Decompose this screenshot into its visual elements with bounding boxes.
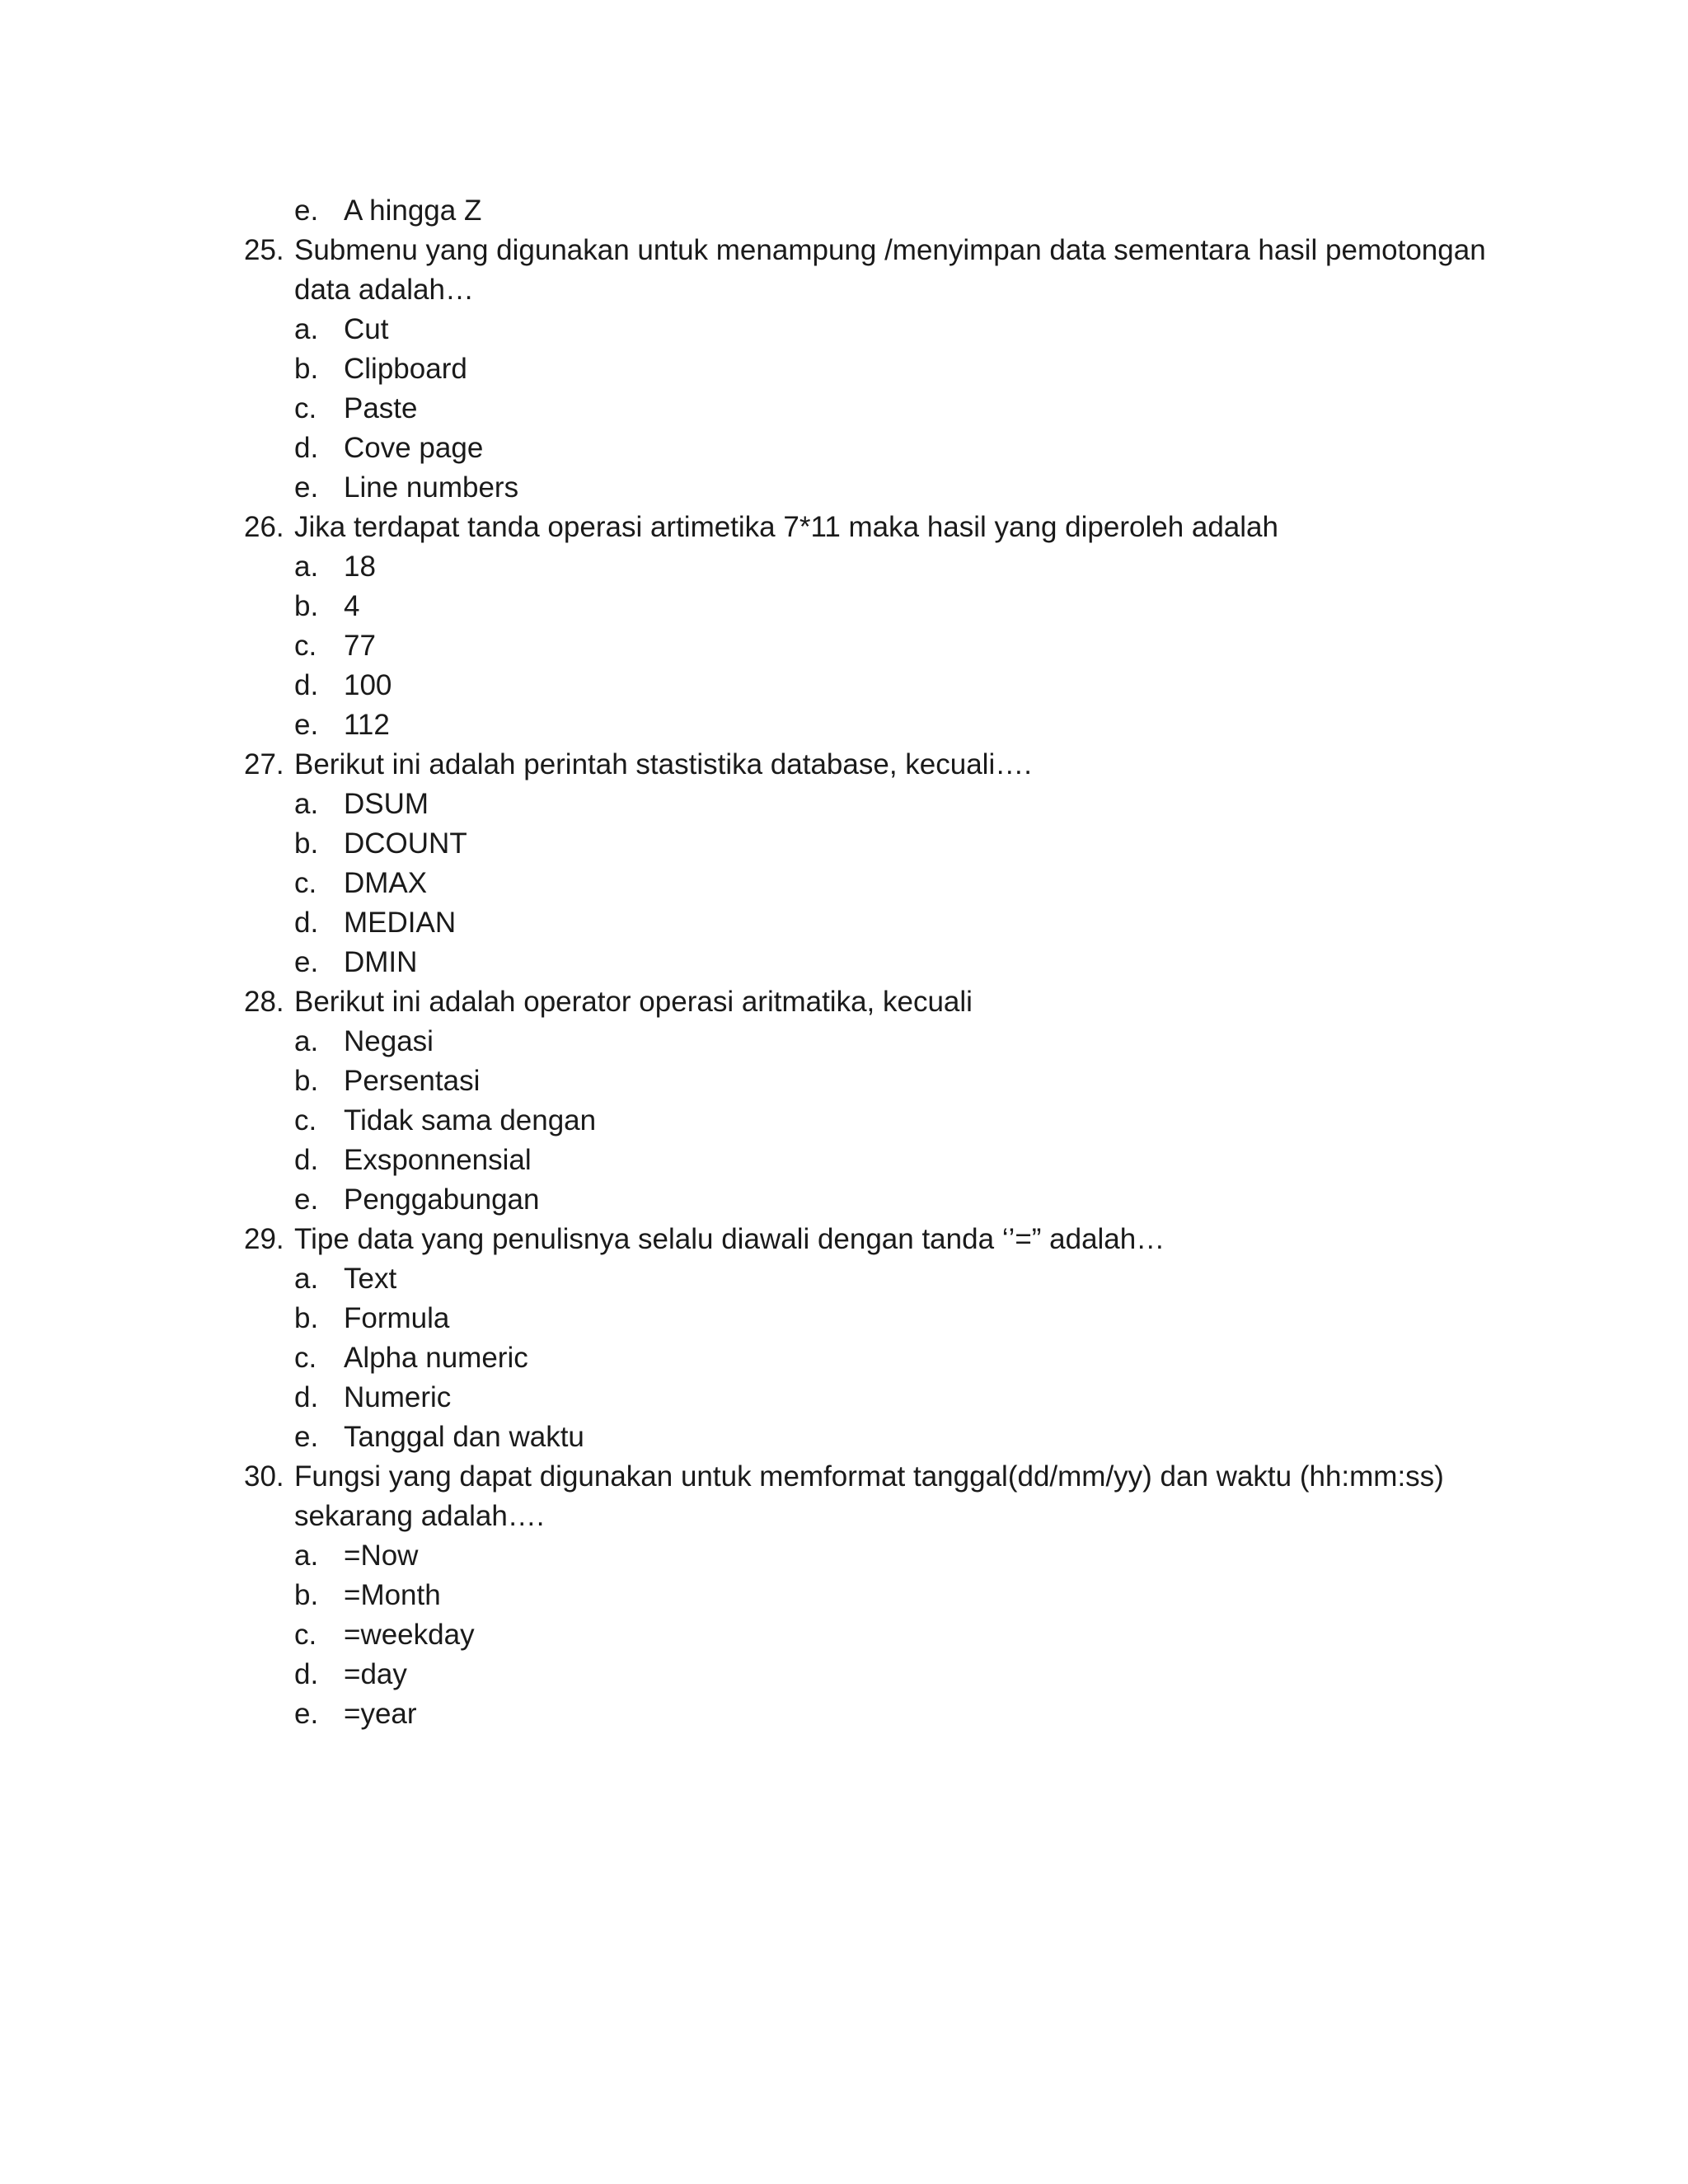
question-number: 27. bbox=[244, 748, 284, 780]
option-line bbox=[0, 429, 1688, 468]
option-line bbox=[0, 626, 1688, 666]
option-letter: d. bbox=[294, 1144, 319, 1176]
option-line bbox=[0, 1141, 1688, 1180]
option-text: Cut bbox=[344, 313, 389, 345]
question-number: 26. bbox=[244, 511, 284, 543]
option-text: 18 bbox=[344, 551, 376, 583]
option-text: Penggabungan bbox=[344, 1183, 540, 1216]
question-text: data adalah… bbox=[294, 274, 474, 306]
option-text: Paste bbox=[344, 392, 418, 424]
option-text: =weekday bbox=[344, 1619, 475, 1651]
option-line bbox=[0, 1180, 1688, 1220]
question-27 bbox=[0, 745, 1688, 785]
option-letter: e. bbox=[294, 709, 319, 741]
option-line bbox=[0, 666, 1688, 705]
option-line bbox=[0, 824, 1688, 864]
option-text: 100 bbox=[344, 669, 392, 701]
option-line bbox=[0, 1576, 1688, 1615]
option-text: DCOUNT bbox=[344, 827, 467, 860]
question-number: 29. bbox=[244, 1223, 284, 1255]
option-text: Tanggal dan waktu bbox=[344, 1421, 584, 1453]
option-text: Text bbox=[344, 1263, 397, 1295]
option-line bbox=[0, 1101, 1688, 1141]
option-line bbox=[0, 1259, 1688, 1299]
option-letter: d. bbox=[294, 1381, 319, 1413]
option-line bbox=[0, 903, 1688, 943]
option-letter: c. bbox=[294, 630, 317, 662]
option-text: A hingga Z bbox=[344, 194, 482, 227]
option-text: Persentasi bbox=[344, 1065, 481, 1097]
option-line bbox=[0, 310, 1688, 349]
option-letter: b. bbox=[294, 590, 319, 622]
option-letter: e. bbox=[294, 471, 319, 504]
option-letter: b. bbox=[294, 1065, 319, 1097]
option-letter: e. bbox=[294, 1698, 319, 1730]
question-text: Tipe data yang penulisnya selalu diawali dengan tanda ‘’=” adalah… bbox=[294, 1223, 1165, 1255]
question-28 bbox=[0, 982, 1688, 1022]
option-letter: d. bbox=[294, 669, 319, 701]
option-text: 112 bbox=[344, 709, 390, 741]
option-line bbox=[0, 547, 1688, 587]
option-line bbox=[0, 587, 1688, 626]
option-text: DMAX bbox=[344, 867, 428, 899]
option-line bbox=[0, 705, 1688, 745]
option-letter: e. bbox=[294, 946, 319, 978]
option-letter: d. bbox=[294, 907, 319, 939]
option-text: =Month bbox=[344, 1579, 441, 1611]
option-text: =year bbox=[344, 1698, 417, 1730]
question-text: Submenu yang digunakan untuk menampung /menyimpan data sementara hasil pemotongan bbox=[294, 234, 1486, 266]
option-letter: a. bbox=[294, 1263, 319, 1295]
option-line bbox=[0, 1022, 1688, 1062]
option-line bbox=[0, 943, 1688, 982]
option-line bbox=[0, 468, 1688, 508]
option-line bbox=[0, 1062, 1688, 1101]
option-line bbox=[0, 1615, 1688, 1655]
option-letter: c. bbox=[294, 1619, 317, 1651]
option-text: =Now bbox=[344, 1540, 419, 1572]
option-line bbox=[0, 1536, 1688, 1576]
option-line bbox=[0, 1418, 1688, 1457]
option-line bbox=[0, 389, 1688, 429]
option-line bbox=[0, 785, 1688, 824]
option-letter: b. bbox=[294, 827, 319, 860]
question-number: 28. bbox=[244, 986, 284, 1018]
question-text-continuation bbox=[0, 1497, 1688, 1536]
option-letter: b. bbox=[294, 1302, 319, 1334]
option-text: =day bbox=[344, 1658, 407, 1690]
option-text: Tidak sama dengan bbox=[344, 1104, 597, 1137]
option-letter: a. bbox=[294, 551, 319, 583]
option-letter: d. bbox=[294, 432, 319, 464]
question-text: sekarang adalah…. bbox=[294, 1500, 545, 1532]
option-text: 4 bbox=[344, 590, 360, 622]
question-text: Jika terdapat tanda operasi artimetika 7*11 maka hasil yang diperoleh adalah bbox=[294, 511, 1278, 543]
question-26 bbox=[0, 508, 1688, 547]
option-letter: e. bbox=[294, 194, 319, 227]
question-29 bbox=[0, 1220, 1688, 1259]
option-letter: d. bbox=[294, 1658, 319, 1690]
option-text: Formula bbox=[344, 1302, 450, 1334]
option-letter: e. bbox=[294, 1421, 319, 1453]
option-letter: c. bbox=[294, 867, 317, 899]
option-text: MEDIAN bbox=[344, 907, 457, 939]
option-text: 77 bbox=[344, 630, 376, 662]
option-line bbox=[0, 191, 1688, 231]
option-letter: c. bbox=[294, 1104, 317, 1137]
option-text: Alpha numeric bbox=[344, 1342, 528, 1374]
option-line bbox=[0, 1299, 1688, 1338]
option-text: DSUM bbox=[344, 788, 429, 820]
question-number: 25. bbox=[244, 234, 284, 266]
option-line bbox=[0, 864, 1688, 903]
option-letter: a. bbox=[294, 1025, 319, 1057]
question-text: Berikut ini adalah perintah stastistika database, kecuali…. bbox=[294, 748, 1032, 780]
option-line bbox=[0, 1694, 1688, 1734]
question-list bbox=[0, 191, 1688, 1734]
option-text: Exsponnensial bbox=[344, 1144, 532, 1176]
option-text: DMIN bbox=[344, 946, 418, 978]
question-text: Berikut ini adalah operator operasi aritmatika, kecuali bbox=[294, 986, 973, 1018]
option-letter: a. bbox=[294, 788, 319, 820]
option-letter: c. bbox=[294, 392, 317, 424]
option-letter: a. bbox=[294, 313, 319, 345]
option-line bbox=[0, 1338, 1688, 1378]
option-letter: c. bbox=[294, 1342, 317, 1374]
option-line bbox=[0, 1378, 1688, 1418]
question-text: Fungsi yang dapat digunakan untuk memformat tanggal(dd/mm/yy) dan waktu (hh:mm:ss) bbox=[294, 1460, 1444, 1493]
option-text: Numeric bbox=[344, 1381, 452, 1413]
option-letter: b. bbox=[294, 1579, 319, 1611]
question-25 bbox=[0, 231, 1688, 270]
option-line bbox=[0, 1655, 1688, 1694]
question-30 bbox=[0, 1457, 1688, 1497]
question-text-continuation bbox=[0, 270, 1688, 310]
option-letter: b. bbox=[294, 353, 319, 385]
option-line bbox=[0, 349, 1688, 389]
option-letter: e. bbox=[294, 1183, 319, 1216]
option-letter: a. bbox=[294, 1540, 319, 1572]
option-text: Line numbers bbox=[344, 471, 519, 504]
question-number: 30. bbox=[244, 1460, 284, 1493]
option-text: Clipboard bbox=[344, 353, 467, 385]
option-text: Negasi bbox=[344, 1025, 434, 1057]
option-text: Cove page bbox=[344, 432, 484, 464]
